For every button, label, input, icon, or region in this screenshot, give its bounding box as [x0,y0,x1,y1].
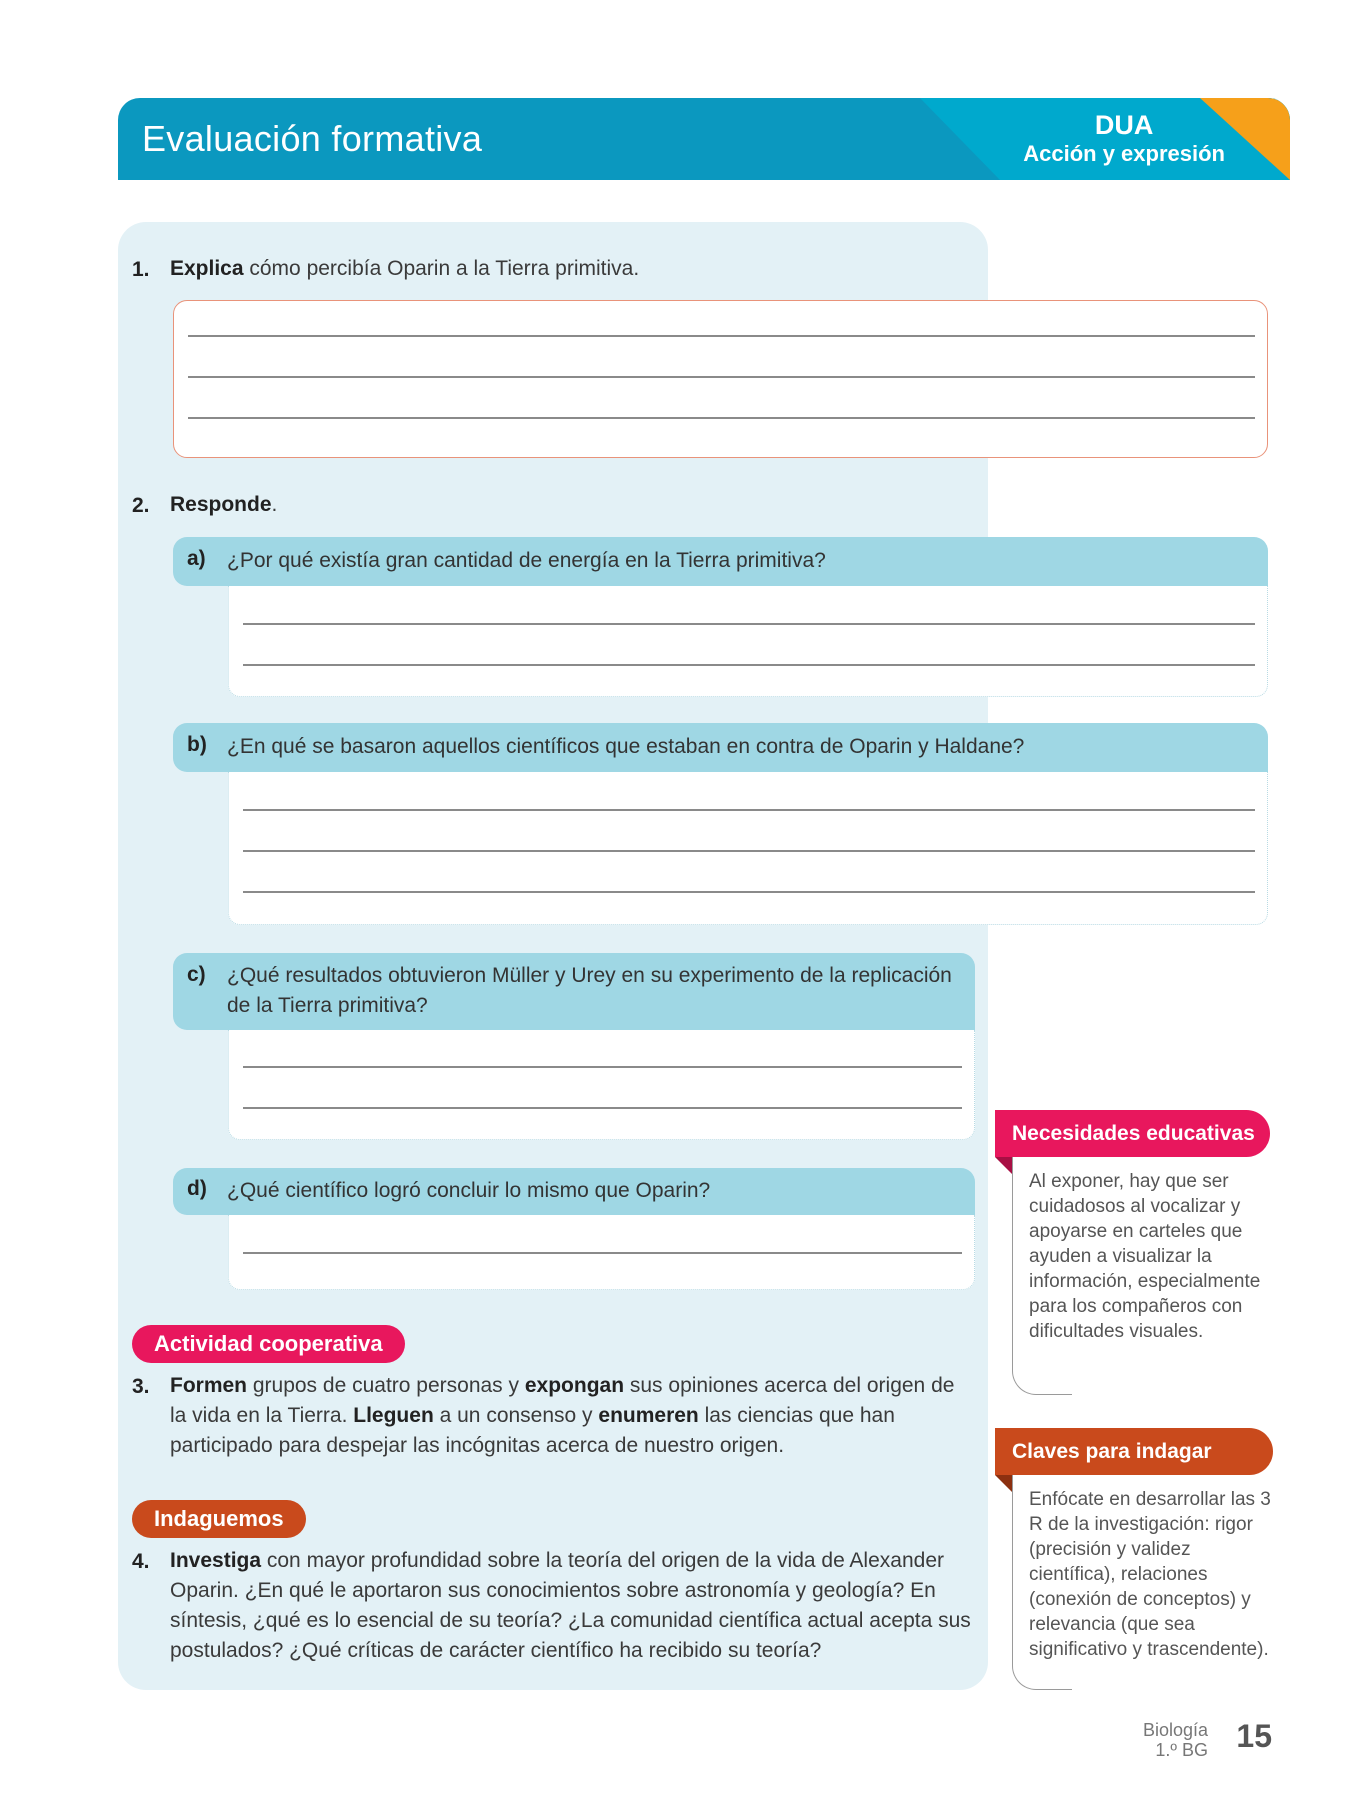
subquestion-b [173,723,1268,772]
subquestion-a-text: ¿Por qué existía gran cantidad de energía en la Tierra primitiva? [227,549,826,572]
answer-line [243,623,1255,625]
answer-line [243,1107,962,1109]
educational-needs-fold [995,1157,1012,1174]
subquestion-b-text: ¿En qué se basaron aquellos científicos que estaban en contra de Oparin y Haldane? [227,735,1025,758]
question-1-body: cómo percibía Oparin a la Tierra primitiva. [243,257,640,280]
research-keys-fold [995,1475,1012,1492]
question-4-number: 4. [132,1550,150,1573]
indaguemos-tag: Indaguemos [132,1500,306,1538]
subquestion-a [173,537,1268,586]
question-2-suffix: . [271,493,278,516]
subquestion-b-letter: b) [187,733,207,756]
text-span: grupos de cuatro personas y [247,1374,525,1397]
subquestion-a-answer-box[interactable] [228,586,1268,697]
educational-needs-header: Necesidades educativas [995,1110,1270,1157]
subquestion-d-letter: d) [187,1177,207,1200]
section-header [118,98,1290,180]
question-4-body: con mayor profundidad sobre la teoría del origen de la vida de Alexander Oparin. ¿En qué le aportaron sus conocimientos sobre astronomía y geología? En síntesis, ¿qué es lo esencial de su teoría? ¿La comunidad científica actual acepta sus postulados? ¿Qué críticas de carácter científico ha recibido su teoría? [170,1549,971,1662]
research-keys-header: Claves para indagar [995,1428,1273,1475]
footer-subject-name: Biología [1142,1720,1208,1740]
subquestion-d-text: ¿Qué científico logró concluir lo mismo que Oparin? [227,1179,711,1202]
page-title: Evaluación formativa [142,118,483,159]
bold-verb: enumeren [598,1404,699,1427]
question-1-verb: Explica [170,257,244,280]
cooperative-activity-tag: Actividad cooperativa [132,1325,405,1363]
dua-badge-title: DUA [1094,110,1154,140]
research-keys-text: Enfócate en desarrollar las 3 R de la investigación: rigor (precisión y validez científica), relaciones (conexión de conceptos) y relevancia (que sea significativo y trascendente). [1029,1489,1271,1660]
question-2-verb: Responde [170,493,272,516]
question-1-number: 1. [132,258,150,281]
question-3-number: 3. [132,1375,150,1398]
question-2-number: 2. [132,494,150,517]
answer-line [188,376,1255,378]
answer-line [243,1066,962,1068]
question-4-text [170,1546,980,1666]
answer-line [243,850,1255,852]
question-4-verb: Investiga [170,1549,262,1572]
answer-line [243,664,1255,666]
question-1-answer-box[interactable] [173,300,1268,458]
answer-line [188,335,1255,337]
text-span: sus opiniones acerca del origen de la vida en la Tierra. [170,1374,955,1427]
subquestion-c-answer-box[interactable] [228,1030,975,1140]
question-3-text [170,1371,975,1461]
footer-subject [1143,1720,1208,1760]
question-2-text [170,490,277,520]
subquestion-c [173,953,975,1030]
subquestion-a-letter: a) [187,547,206,570]
bold-verb: Lleguen [353,1404,434,1427]
educational-needs-text: Al exponer, hay que ser cuidadosos al vocalizar y apoyarse en carteles que ayuden a visualizar la información, especialmente para los compañeros con dificultades visuales. [1029,1171,1261,1342]
dua-badge-subtitle: Acción y expresión [1023,141,1225,166]
answer-line [188,417,1255,419]
footer-grade: 1.º BG [1155,1740,1208,1760]
subquestion-d [173,1168,975,1215]
question-1-text [170,254,639,284]
subquestion-d-answer-box[interactable] [228,1215,975,1290]
page-number: 15 [1236,1718,1272,1754]
bold-verb: Formen [170,1374,248,1397]
subquestion-c-text: ¿Qué resultados obtuvieron Müller y Urey en su experimento de la replicación de la Tierra primitiva? [227,964,952,1017]
subquestion-c-letter: c) [187,963,206,986]
text-span: a un consenso y [433,1404,599,1427]
dua-badge [1023,110,1225,168]
answer-line [243,809,1255,811]
text-span: las ciencias que han participado para despejar las incógnitas acerca de nuestro origen. [170,1404,895,1457]
answer-line [243,891,1255,893]
bold-verb: expongan [524,1374,625,1397]
answer-line [243,1252,962,1254]
subquestion-b-answer-box[interactable] [228,772,1268,925]
